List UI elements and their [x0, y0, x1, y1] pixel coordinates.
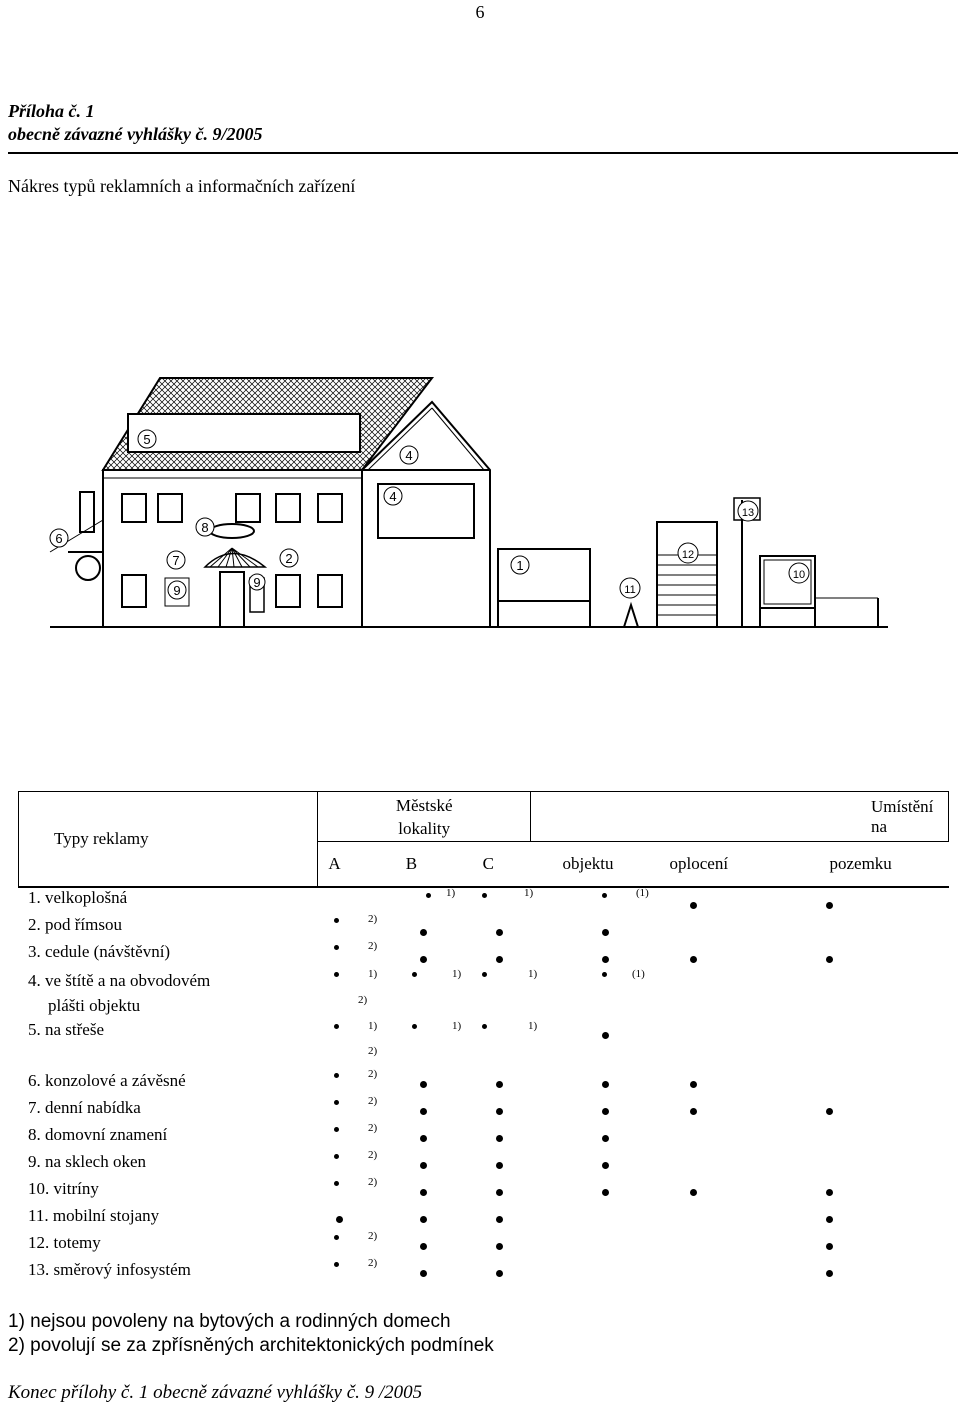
mark-dot — [496, 1216, 503, 1223]
mark-small-dot — [482, 972, 487, 977]
mark-small-dot — [426, 893, 431, 898]
table-row — [28, 1260, 191, 1280]
row-label: 1. velkoplošná — [28, 888, 128, 907]
mark-dot — [690, 902, 697, 909]
mark-dot — [826, 1216, 833, 1223]
mark-dot — [420, 1108, 427, 1115]
col-c: C — [482, 854, 494, 873]
table-row — [28, 1071, 186, 1091]
mark-dot — [690, 1081, 697, 1088]
divider — [8, 152, 958, 154]
mark-small-dot — [334, 1024, 339, 1029]
mark-small-dot — [334, 918, 339, 923]
mark-dot — [602, 1135, 609, 1142]
mark-dot — [826, 1189, 833, 1196]
svg-text:5: 5 — [143, 432, 151, 447]
mark-small-dot — [334, 945, 339, 950]
label-6 — [50, 529, 68, 547]
page-number: 6 — [475, 2, 485, 22]
table-row — [28, 1206, 159, 1226]
table-row — [28, 1125, 167, 1145]
svg-text:2: 2 — [285, 551, 293, 566]
mark-dot — [420, 1216, 427, 1223]
label-4-lower — [384, 487, 402, 505]
mark-footnote: 1) — [528, 968, 538, 980]
svg-text:4: 4 — [405, 448, 413, 463]
mark-dot — [420, 956, 427, 963]
table-row — [28, 1152, 146, 1172]
mark-footnote: 1) — [452, 1020, 462, 1032]
row-label: 6. konzolové a závěsné — [28, 1071, 186, 1090]
table-row — [28, 1098, 141, 1118]
label-8 — [196, 518, 214, 536]
header-types: Typy reklamy — [19, 792, 318, 888]
svg-text:9: 9 — [253, 575, 261, 590]
mark-dot — [690, 1108, 697, 1115]
mark-dot — [826, 902, 833, 909]
mark-footnote: 2) — [368, 1068, 378, 1080]
mark-footnote: 2) — [368, 1176, 378, 1188]
row-label: 3. cedule (návštěvní) — [28, 942, 171, 961]
svg-text:11: 11 — [624, 584, 636, 596]
svg-text:10: 10 — [792, 569, 806, 581]
mark-footnote: 2) — [368, 1257, 378, 1269]
svg-text:9: 9 — [173, 583, 181, 598]
label-2 — [280, 549, 298, 567]
row-label-cont: plášti objektu — [48, 996, 141, 1015]
col-b: B — [405, 854, 418, 873]
row-label: 2. pod římsou — [28, 915, 122, 934]
row-label: 7. denní nabídka — [28, 1098, 141, 1117]
mark-dot — [496, 1270, 503, 1277]
mark-dot — [420, 1189, 427, 1196]
building-sketch — [0, 370, 960, 640]
mark-dot — [420, 929, 427, 936]
mark-small-dot — [334, 1262, 339, 1267]
label-12 — [678, 543, 698, 563]
mark-footnote: 1) — [524, 887, 534, 899]
mark-dot — [496, 929, 503, 936]
mark-dot — [420, 1243, 427, 1250]
mark-dot — [496, 1135, 503, 1142]
mark-footnote: 2) — [368, 913, 378, 925]
mark-footnote: 2) — [368, 1122, 378, 1134]
row-label: 8. domovní znamení — [28, 1125, 168, 1144]
mark-footnote: 1) — [452, 968, 462, 980]
label-11 — [620, 578, 640, 598]
note-2: 2) povolují se za zpřísněných architektonických podmínek — [8, 1335, 494, 1356]
mark-dot — [420, 1081, 427, 1088]
mark-small-dot — [334, 972, 339, 977]
mark-dot — [420, 1270, 427, 1277]
svg-text:7: 7 — [172, 553, 180, 568]
mark-dot — [420, 1162, 427, 1169]
table-row — [28, 968, 210, 1018]
table-row — [28, 915, 122, 935]
mark-dot — [602, 929, 609, 936]
svg-text:6: 6 — [55, 531, 63, 546]
mark-footnote: 2) — [368, 1095, 378, 1107]
table-row — [28, 1020, 104, 1040]
mark-dot — [690, 956, 697, 963]
svg-text:12: 12 — [681, 549, 695, 561]
row-label: 11. mobilní stojany — [28, 1206, 160, 1225]
mark-footnote: 2) — [368, 1045, 378, 1057]
svg-text:4: 4 — [389, 489, 397, 504]
mark-dot — [602, 1081, 609, 1088]
row-label: 5. na střeše — [28, 1020, 105, 1039]
annex-subtitle: obecně závazné vyhlášky č. 9/2005 — [8, 124, 263, 144]
mark-dot — [336, 1216, 343, 1223]
row-label: 10. vitríny — [28, 1179, 99, 1198]
label-10 — [789, 563, 809, 583]
mark-footnote: 2) — [368, 1149, 378, 1161]
label-13 — [738, 501, 758, 521]
row-label: 13. směrový infosystém — [28, 1260, 191, 1279]
col-pozemku: pozemku — [829, 854, 892, 873]
mark-dot — [602, 1162, 609, 1169]
label-1 — [511, 556, 529, 574]
mark-small-dot — [334, 1154, 339, 1159]
mark-dot — [690, 1189, 697, 1196]
mark-footnote: 1) — [368, 1020, 378, 1032]
mark-small-dot — [412, 972, 417, 977]
table-row — [28, 888, 127, 908]
mark-dot — [826, 1270, 833, 1277]
annex-title: Příloha č. 1 — [8, 101, 95, 121]
mark-small-dot — [334, 1127, 339, 1132]
mark-dot — [826, 1108, 833, 1115]
mark-dot — [496, 1162, 503, 1169]
mark-small-dot — [482, 893, 487, 898]
mark-footnote: 2) — [368, 940, 378, 952]
mark-dot — [602, 1189, 609, 1196]
mark-footnote: 1) — [446, 887, 456, 899]
mark-small-dot — [602, 972, 607, 977]
label-9-menu — [249, 574, 265, 590]
svg-text:8: 8 — [201, 520, 209, 535]
mark-dot — [496, 956, 503, 963]
mark-small-dot — [482, 1024, 487, 1029]
mark-dot — [496, 1243, 503, 1250]
mark-footnote: 1) — [528, 1020, 538, 1032]
mark-dot — [602, 1032, 609, 1039]
mark-small-dot — [334, 1100, 339, 1105]
mark-dot — [602, 956, 609, 963]
ad-types-table — [18, 791, 949, 889]
svg-text:1: 1 — [516, 558, 524, 573]
page-heading: Nákres typů reklamních a informačních zařízení — [8, 176, 356, 196]
row-label: 12. totemy — [28, 1233, 101, 1252]
header-placement: Umístění na — [531, 792, 949, 842]
mark-footnote: 2) — [368, 1230, 378, 1242]
mark-small-dot — [334, 1073, 339, 1078]
mark-dot — [496, 1108, 503, 1115]
mark-dot — [602, 1108, 609, 1115]
mark-dot — [826, 956, 833, 963]
mark-small-dot — [602, 893, 607, 898]
table-row — [28, 942, 170, 962]
mark-small-dot — [334, 1181, 339, 1186]
label-5 — [138, 430, 156, 448]
label-9-window — [168, 581, 186, 599]
col-oploceni: oplocení — [669, 854, 729, 873]
label-7 — [167, 551, 185, 569]
mark-dot — [420, 1135, 427, 1142]
col-a: A — [328, 854, 341, 873]
label-4-upper — [400, 446, 418, 464]
annex-heading — [8, 100, 262, 146]
mark-footnote: 2) — [358, 994, 368, 1006]
row-label: 4. ve štítě a na obvodovém — [28, 971, 211, 990]
mark-dot — [826, 1243, 833, 1250]
mark-footnote: (1) — [636, 887, 649, 899]
end-text: Konec přílohy č. 1 obecně závazné vyhlášky č. 9 /2005 — [8, 1382, 423, 1403]
col-objektu: objektu — [562, 854, 614, 873]
mark-small-dot — [334, 1235, 339, 1240]
row-label: 9. na sklech oken — [28, 1152, 147, 1171]
header-city-localities — [318, 792, 531, 842]
mark-dot — [496, 1189, 503, 1196]
table-row — [28, 1233, 101, 1253]
header-city-line2: lokality — [398, 818, 451, 838]
mark-dot — [496, 1081, 503, 1088]
mark-small-dot — [412, 1024, 417, 1029]
table-row — [28, 1179, 99, 1199]
note-1: 1) nejsou povoleny na bytových a rodinných domech — [8, 1311, 451, 1332]
svg-text:13: 13 — [741, 507, 755, 519]
header-city-line1: Městské — [395, 795, 453, 815]
mark-footnote: 1) — [368, 968, 378, 980]
mark-footnote: (1) — [632, 968, 645, 980]
